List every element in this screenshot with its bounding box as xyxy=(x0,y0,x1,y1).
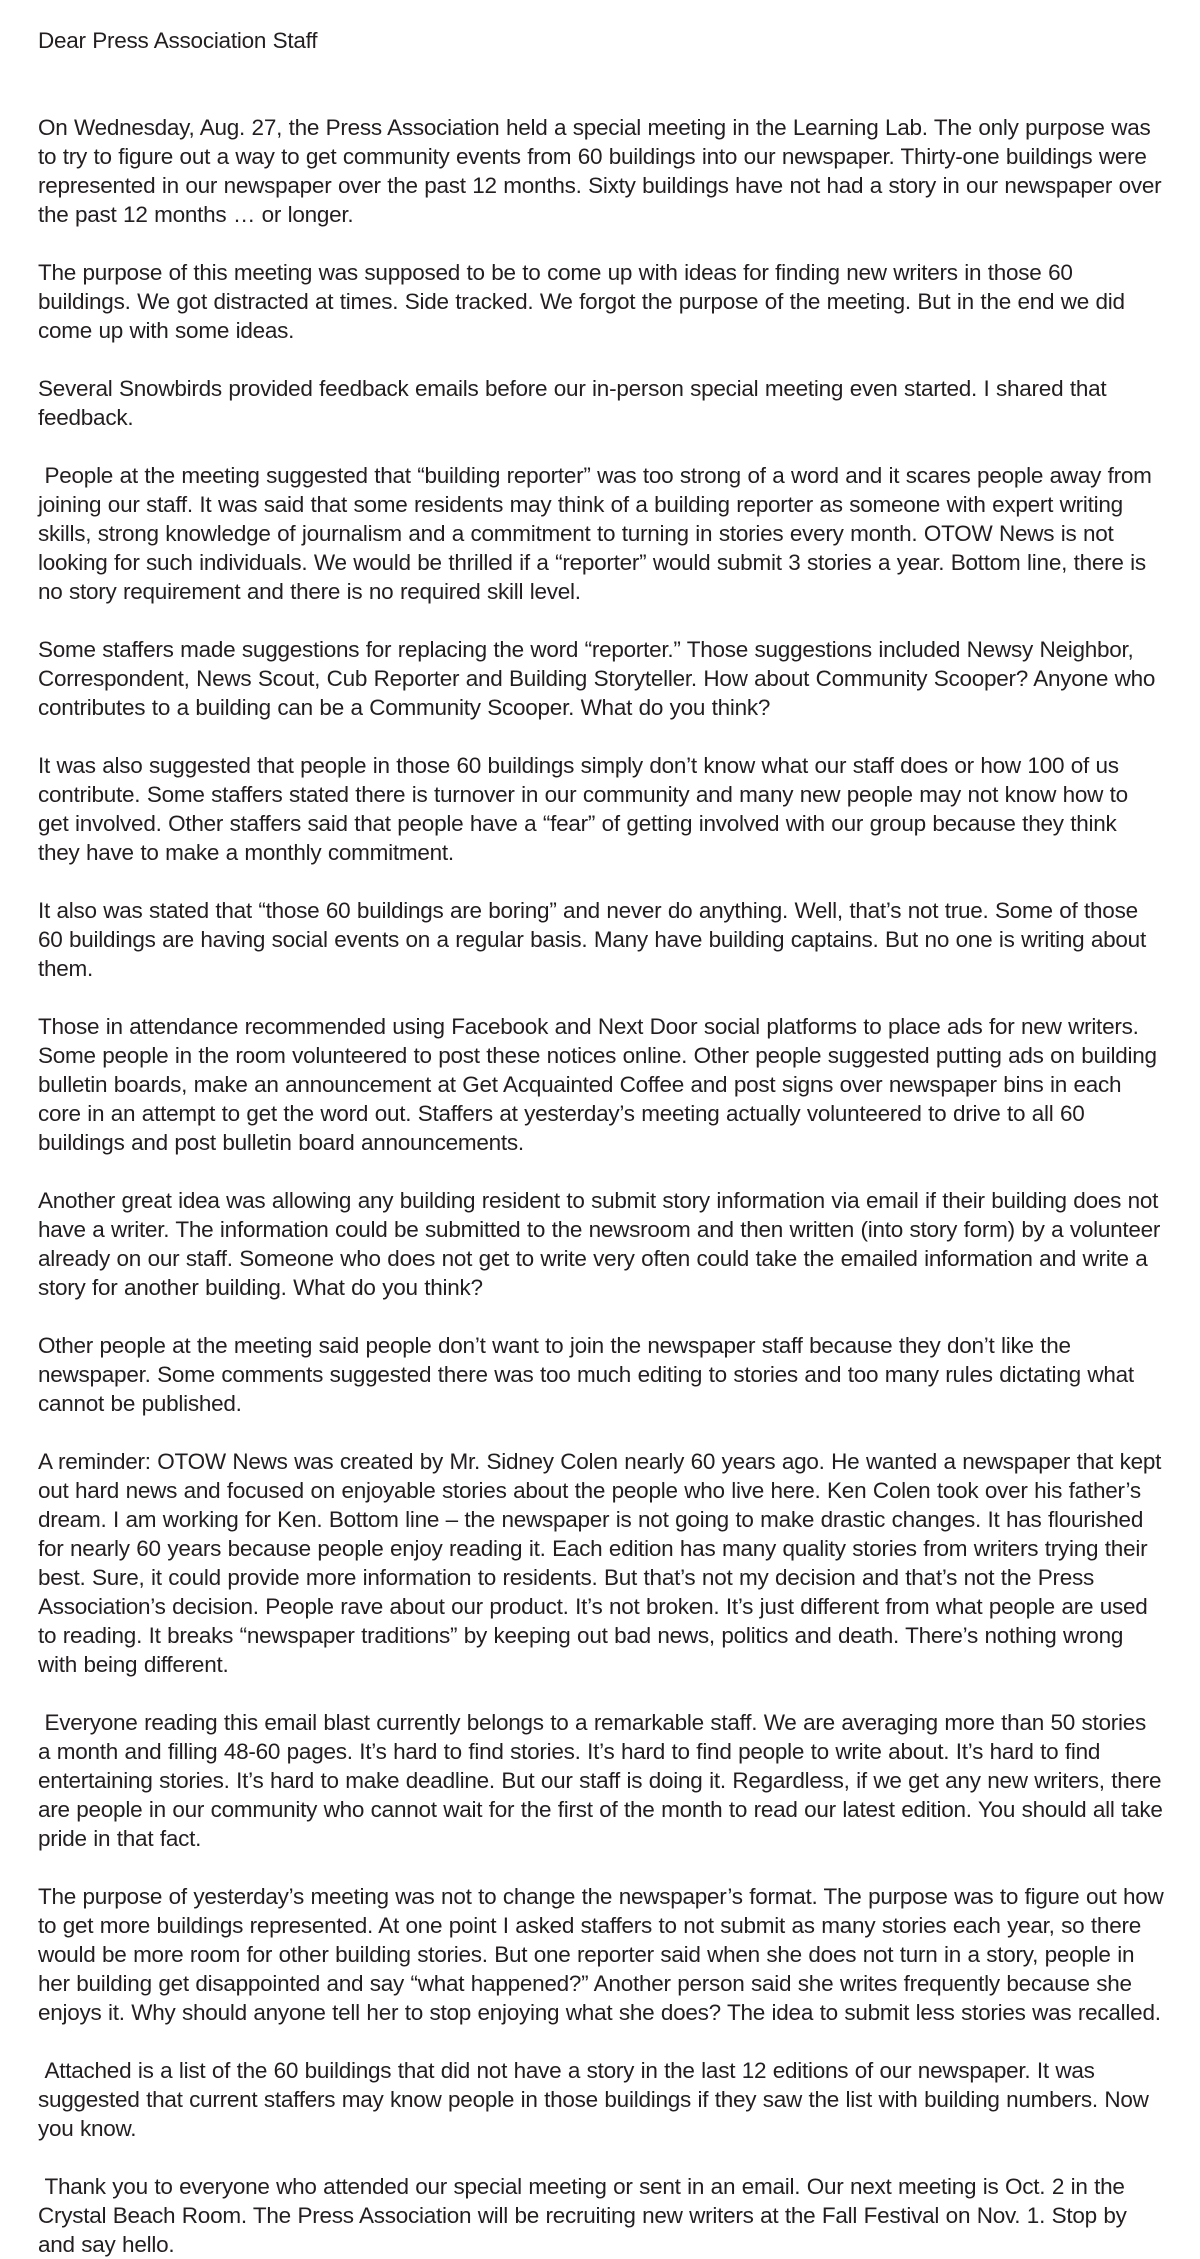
paragraph: On Wednesday, Aug. 27, the Press Association held a special meeting in the Learning Lab. The only purpose was to try to figure out a way to get community events from 60 buildings into our newspaper. Thirty-one buildings were represented in our newspaper over the past 12 months. Sixty buildings have not had a story in our newspaper over the past 12 months … or longer. xyxy=(38,115,1168,227)
letter-body xyxy=(38,26,1171,2259)
paragraph: Some staffers made suggestions for replacing the word “reporter.” Those suggestions included Newsy Neighbor, Correspondent, News Scout, Cub Reporter and Building Storyteller. How about Community Scooper? Anyone who contributes to a building can be a Community Scooper. What do you think? xyxy=(38,637,1162,720)
paragraph: Other people at the meeting said people don’t want to join the newspaper staff because they don’t like the newspaper. Some comments suggested there was too much editing to stories and too many rules dictating what cannot be published. xyxy=(38,1333,1141,1416)
paragraph: The purpose of yesterday’s meeting was not to change the newspaper’s format. The purpose was to figure out how to get more buildings represented. At one point I asked staffers to not submit as many stories each year, so there would be more room for other building stories. But one reporter said when she does not turn in a story, people in her building get disappointed and say “what happened?” Another person said she writes frequently because she enjoys it. Why should anyone tell her to stop enjoying what she does? The idea to submit less stories was recalled. xyxy=(38,1884,1171,2025)
paragraph: It was also suggested that people in those 60 buildings simply don’t know what our staff does or how 100 of us contribute. Some staffers stated there is turnover in our community and many new people may not know how to get involved. Other staffers said that people have a “fear” of getting involved with our group because they think they have to make a monthly commitment. xyxy=(38,753,1135,865)
paragraph: Several Snowbirds provided feedback emails before our in-person special meeting even started. I shared that feedback. xyxy=(38,376,1113,430)
paragraph: Everyone reading this email blast currently belongs to a remarkable staff. We are averaging more than 50 stories a month and filling 48-60 pages. It’s hard to find stories. It’s hard to find people to write about. It’s hard to find entertaining stories. It’s hard to make deadline. But our staff is doing it. Regardless, if we get any new writers, there are people in our community who cannot wait for the first of the month to read our latest edition. You should all take pride in that fact. xyxy=(38,1710,1170,1851)
paragraph: Thank you to everyone who attended our special meeting or sent in an email. Our next meeting is Oct. 2 in the Crystal Beach Room. The Press Association will be recruiting new writers at the Fall Festival on Nov. 1. Stop by and say hello. xyxy=(38,2174,1134,2257)
paragraph: The purpose of this meeting was supposed to be to come up with ideas for finding new writers in those 60 buildings. We got distracted at times. Side tracked. We forgot the purpose of the meeting. But in the end we did come up with some ideas. xyxy=(38,260,1132,343)
salutation: Dear Press Association Staff xyxy=(38,28,318,53)
paragraph: Those in attendance recommended using Facebook and Next Door social platforms to place ads for new writers. Some people in the room volunteered to post these notices online. Other people suggested putting ads on building bulletin boards, make an announcement at Get Acquainted Coffee and post signs over newspaper bins in each core in an attempt to get the word out. Staffers at yesterday’s meeting actually volunteered to drive to all 60 buildings and post bulletin board announcements. xyxy=(38,1014,1164,1155)
paragraph: People at the meeting suggested that “building reporter” was too strong of a word and it scares people away from joining our staff. It was said that some residents may think of a building reporter as someone with expert writing skills, strong knowledge of journalism and a commitment to turning in stories every month. OTOW News is not looking for such individuals. We would be thrilled if a “reporter” would submit 3 stories a year. Bottom line, there is no story requirement and there is no required skill level. xyxy=(38,463,1159,604)
paragraph: A reminder: OTOW News was created by Mr. Sidney Colen nearly 60 years ago. He wanted a newspaper that kept out hard news and focused on enjoyable stories about the people who live here. Ken Colen took over his father’s dream. I am working for Ken. Bottom line – the newspaper is not going to make drastic changes. It has flourished for nearly 60 years because people enjoy reading it. Each edition has many quality stories from writers trying their best. Sure, it could provide more information to residents. But that’s not my decision and that’s not the Press Association’s decision. People rave about our product. It’s not broken. It’s just different from what people are used to reading. It breaks “newspaper traditions” by keeping out bad news, politics and death. There’s nothing wrong with being different. xyxy=(38,1449,1168,1677)
paragraph: Attached is a list of the 60 buildings that did not have a story in the last 12 editions of our newspaper. It was suggested that current staffers may know people in those buildings if they saw the list with building numbers. Now you know. xyxy=(38,2058,1156,2141)
paragraph: It also was stated that “those 60 buildings are boring” and never do anything. Well, that’s not true. Some of those 60 buildings are having social events on a regular basis. Many have building captains. But no one is writing about them. xyxy=(38,898,1153,981)
paragraph: Another great idea was allowing any building resident to submit story information via email if their building does not have a writer. The information could be submitted to the newsroom and then written (into story form) by a volunteer already on our staff. Someone who does not get to write very often could take the emailed information and write a story for another building. What do you think? xyxy=(38,1188,1167,1300)
